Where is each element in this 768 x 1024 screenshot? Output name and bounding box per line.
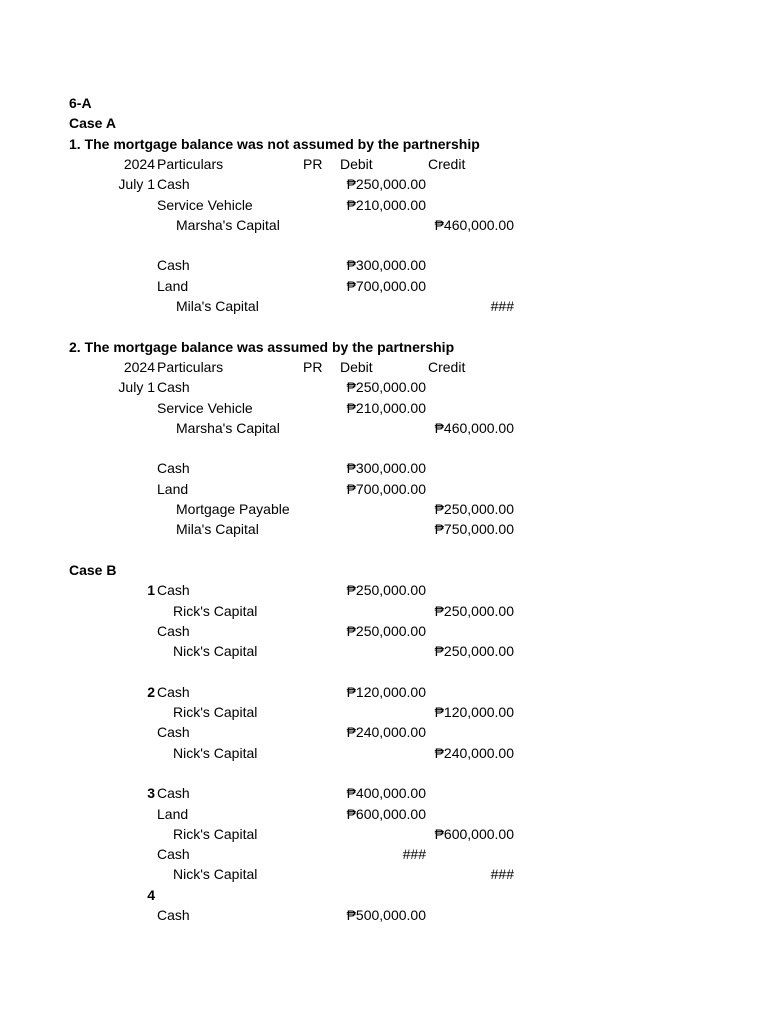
case-b-row-account: Cash [157, 622, 190, 639]
case-b-row-number: 2 [147, 683, 155, 700]
case-a-part1-row-credit: ₱460,000.00 [434, 216, 514, 233]
case-a-part2-row-account: Mortgage Payable [176, 501, 290, 517]
case-a-part2-header-particulars: Particulars [157, 358, 224, 375]
case-b-row-account: Cash [157, 907, 190, 923]
case-b-row-credit: ₱250,000.00 [434, 643, 514, 660]
case-b-row-credit: ₱600,000.00 [434, 825, 514, 842]
case-a-part2-row-account: Mila's Capital [176, 521, 259, 538]
case-a-part1-row-debit: ₱300,000.00 [346, 257, 426, 274]
case-a-part2-header-credit: Credit [428, 358, 466, 375]
case-a-part1-row-account: Marsha's Capital [176, 216, 280, 233]
case-a-part2-row-debit: ₱300,000.00 [346, 460, 426, 477]
case-a-part1-row-account: Cash [157, 257, 190, 274]
case-a-part1-row-debit: ₱250,000.00 [346, 176, 426, 193]
case-b-row-number: 1 [147, 582, 155, 599]
case-a-part2-row-debit: ₱210,000.00 [346, 399, 426, 416]
case-b-row-debit: ### [402, 846, 426, 863]
case-b-row-account: Cash [157, 846, 190, 863]
case-a-part2-header-debit: Debit [340, 358, 373, 375]
case-a-part1-row-account: Cash [157, 176, 190, 193]
case-a-part1-heading: 1. The mortgage balance was not assumed by the partnership [69, 135, 480, 152]
case-b-row-account: Rick's Capital [173, 825, 258, 842]
case-b-row-account: Cash [157, 683, 190, 700]
case-a-part2-row-account: Cash [157, 460, 190, 477]
case-a-part1-header-year: 2024 [123, 155, 155, 172]
case-a-part2-row-account: Cash [157, 379, 190, 396]
case-b-row-credit: ₱240,000.00 [434, 744, 514, 761]
case-a-part2-row-credit: ₱250,000.00 [434, 501, 514, 517]
case-a-part1-row-debit: ₱210,000.00 [346, 196, 426, 213]
case-b-row-debit: ₱250,000.00 [346, 622, 426, 639]
case-a-part1-row-account: Mila's Capital [176, 298, 259, 314]
case-b-row-debit: ₱120,000.00 [346, 683, 426, 700]
case-a-part2-row-account: Marsha's Capital [176, 419, 280, 436]
case-b-row-account: Rick's Capital [173, 602, 258, 619]
case-a-part2-header-year: 2024 [123, 358, 155, 375]
case-a-part2-row-debit: ₱250,000.00 [346, 379, 426, 396]
case-a-part1-row-account: Land [157, 277, 189, 294]
case-b-row-account: Cash [157, 785, 190, 802]
case-b-row-account: Cash [157, 724, 190, 741]
case-b-row-credit: ₱120,000.00 [434, 704, 514, 720]
case-a-part2-row-debit: ₱700,000.00 [346, 480, 426, 497]
case-a-part2-row-account: Land [157, 480, 189, 497]
case-b-row-debit: ₱600,000.00 [346, 805, 426, 822]
case-a-part1-header-credit: Credit [428, 155, 466, 172]
sheet-label: 6-A [69, 95, 92, 111]
case-b-row-credit: ### [490, 866, 514, 883]
case-a-part1-row-debit: ₱700,000.00 [346, 277, 426, 294]
case-b-row-account: Nick's Capital [173, 744, 258, 761]
case-a-part2-row-account: Service Vehicle [157, 399, 253, 416]
case-a-part2-header-pr: PR [303, 358, 323, 375]
case-a-part2-heading: 2. The mortgage balance was assumed by the partnership [69, 338, 455, 355]
case-a-part1-row-date: July 1 [118, 176, 155, 193]
case-b-row-credit: ₱250,000.00 [434, 602, 514, 619]
case-a-part2-row-credit: ₱750,000.00 [434, 521, 514, 538]
case-b-row-account: Land [157, 805, 189, 822]
case-a-part1-header-debit: Debit [340, 155, 373, 172]
case-a-part1-row-account: Service Vehicle [157, 196, 253, 213]
case-a-part1-header-particulars: Particulars [157, 155, 224, 172]
case-b-row-debit: ₱500,000.00 [346, 907, 426, 923]
case-a-part1-header-pr: PR [303, 155, 323, 172]
case-b-row-account: Cash [157, 582, 190, 599]
case-a-title: Case A [69, 115, 116, 132]
case-b-row-account: Rick's Capital [173, 704, 258, 720]
case-b-row-debit: ₱400,000.00 [346, 785, 426, 802]
case-a-part2-row-credit: ₱460,000.00 [434, 419, 514, 436]
case-b-row-debit: ₱250,000.00 [346, 582, 426, 599]
case-b-row-account: Nick's Capital [173, 643, 258, 660]
case-b-title: Case B [69, 561, 117, 578]
case-a-part1-row-credit: ### [490, 298, 514, 314]
case-a-part2-row-date: July 1 [118, 379, 155, 396]
case-b-row-account: Nick's Capital [173, 866, 258, 883]
case-b-row-number: 3 [147, 785, 155, 802]
case-b-row-debit: ₱240,000.00 [346, 724, 426, 741]
case-b-row-number: 4 [147, 886, 155, 903]
